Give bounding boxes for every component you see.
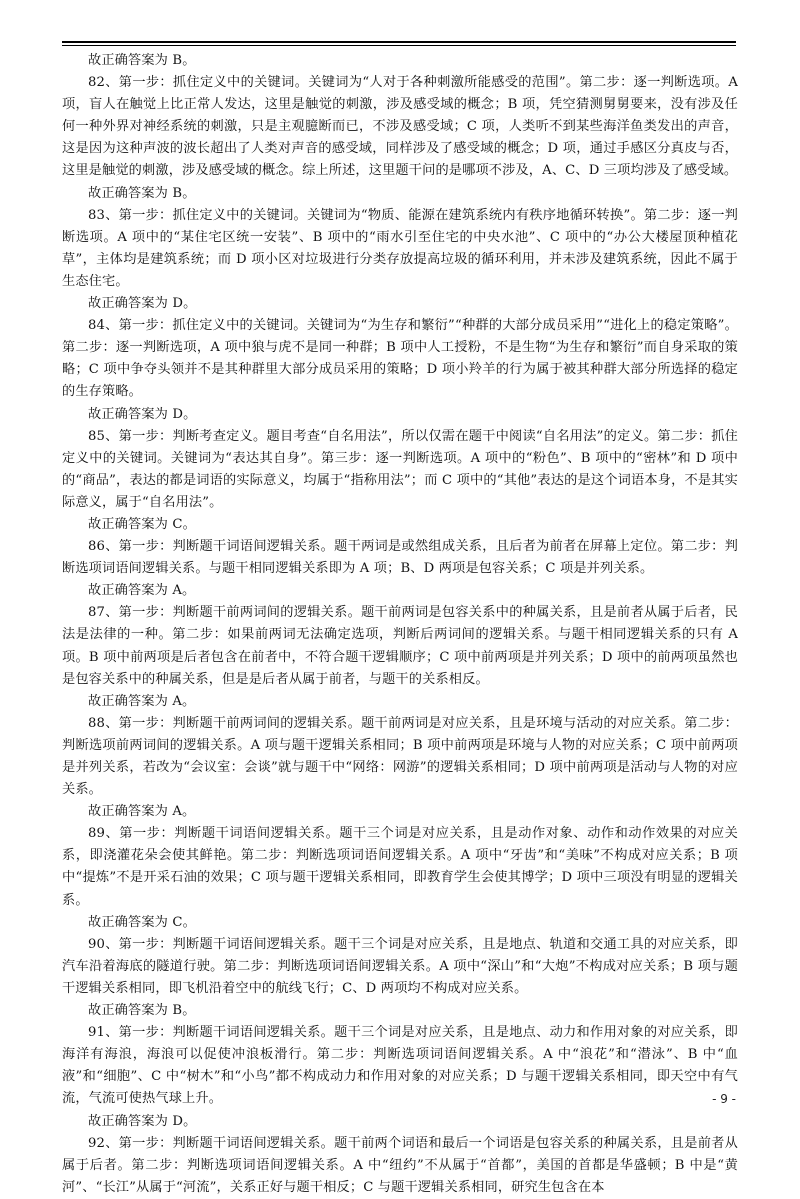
answer-line: 故正确答案为 C。 [88, 516, 196, 532]
answer-line: 故正确答案为 D。 [88, 406, 197, 422]
answer-line: 故正确答案为 A。 [88, 804, 196, 820]
explanation-85: 85、第一步：判断考查定义。题目考查“自名用法”，所以仅需在题干中阅读“自名用法”的定义。第二步：抓住定义中的关键词。关键词为“表达其自身”。第三步：逐一判断选项。A 项中的“粉色”、B 项中的“密林”和 D 项中的“商品”，表达的都是词语的实际意义，均属于“指称用法”；而 C 项中的“其他”表达的是这个词语本身，不是其实际意义，属于“自名用法”。 [62, 428, 738, 510]
explanation-90: 90、第一步：判断题干词语间逻辑关系。题干三个词是对应关系，且是地点、轨道和交通工具的对应关系，即汽车沿着海底的隧道行驶。第二步：判断选项词语间逻辑关系。A 项中“深山”和“大炮”不构成对应关系；B 项与题干逻辑关系相同，即飞机沿着空中的航线飞行；C、D 两项均不构成对应关系。 [62, 936, 738, 996]
answer-line: 故正确答案为 B。 [88, 1003, 196, 1019]
answer-line: 故正确答案为 C。 [88, 914, 196, 930]
explanation-88: 88、第一步：判断题干前两词间的逻辑关系。题干前两词是对应关系，且是环境与活动的对应关系。第二步：判断选项前两词间的逻辑关系。A 项与题干逻辑关系相同；B 项中前两项是环境与人物的对应关系；C 项中前两项是并列关系，若改为“会议室：会谈”就与题干中“网络：网游”的逻辑关系相同；D 项中前两项是活动与人物的对应关系。 [62, 715, 738, 798]
explanation-89: 89、第一步：判断题干词语间逻辑关系。题干三个词是对应关系，且是动作对象、动作和动作效果的对应关系，即浇灌花朵会使其鲜艳。第二步：判断选项词语间逻辑关系。A 项中“牙齿”和“美味”不构成对应关系；B 项中“提炼”不是开采石油的效果；C 项与题干逻辑关系相同，即教育学生会使其博学；D 项中三项没有明显的逻辑关系。 [62, 826, 738, 908]
answer-line: 故正确答案为 A。 [88, 693, 196, 709]
explanation-87: 87、第一步：判断题干前两词间的逻辑关系。题干前两词是包容关系中的种属关系，且是前者从属于后者，民法是法律的一种。第二步：如果前两词无法确定选项，判断后两词间的逻辑关系。与题干相同逻辑关系的只有 A 项。B 项中前两项是后者包含在前者中，不符合题干逻辑顺序；C 项中前两项是并列关系；D 项中的前两项虽然也是包容关系中的种属关系，但是是后者从属于前者，与题干的关系相反。 [62, 605, 738, 687]
page-number: - 9 - [712, 1092, 736, 1106]
answer-line: 故正确答案为 B。 [88, 53, 196, 68]
answer-line: 故正确答案为 A。 [88, 583, 196, 599]
header-rule-thin [62, 45, 736, 46]
explanation-92: 92、第一步：判断题干词语间逻辑关系。题干前两个词语和最后一个词语是包容关系的种属关系，且是前者从属于后者。第二步：判断选项词语间逻辑关系。A 中“纽约”不从属于“首都”，美国的首都是华盛顿；B 中是“黄河”、“长江”从属于“河流”，关系正好与题干相反；C 与题干逻辑关系相同，研究生包含在本 [62, 1135, 738, 1195]
explanation-84: 84、第一步：抓住定义中的关键词。关键词为“为生存和繁衍”“种群的大部分成员采用”“进化上的稳定策略”。第二步：逐一判断选项，A 项中狼与虎不是同一种群；B 项中人工授粉，不是生物“为生存和繁衍”而自身采取的策略；C 项中争夺头领并不是其种群里大部分成员采用的策略；D 项小羚羊的行为属于被其种群大部分所选择的稳定的生存策略。 [62, 318, 738, 400]
header-rule [62, 41, 736, 43]
explanation-91: 91、第一步：判断题干词语间逻辑关系。题干三个词是对应关系，且是地点、动力和作用对象的对应关系，即海洋有海浪，海浪可以促使冲浪板滑行。第二步：判断选项词语间逻辑关系。A 中“浪花”和“潜泳”、B 中“血液”和“细胞”、C 中“树木”和“小鸟”都不构成动力和作用对象的对应关系；D 与题干逻辑关系相同，即天空中有气流，气流可使热气球上升。 [62, 1025, 738, 1107]
answer-line: 故正确答案为 B。 [88, 185, 196, 201]
explanation-86: 86、第一步：判断题干词语间逻辑关系。题干两词是或然组成关系，且后者为前者在屏幕上定位。第二步：判断选项词语间逻辑关系。与题干相同逻辑关系即为 A 项；B、D 两项是包容关系；C 项是并列关系。 [62, 539, 738, 577]
answer-explanations [62, 50, 738, 1199]
answer-line: 故正确答案为 D。 [88, 1113, 197, 1129]
answer-line: 故正确答案为 D。 [88, 296, 197, 312]
explanation-82: 82、第一步：抓住定义中的关键词。关键词为“人对于各种刺激所能感受的范围”。第二步：逐一判断选项。A 项，盲人在触觉上比正常人发达，这里是触觉的刺激，涉及感受域的概念；B 项，凭空猜测舅舅要来，没有涉及任何一种外界对神经系统的刺激，只是主观臆断而已，不涉及感受域；C 项，人类听不到某些海洋鱼类发出的声音，这是因为这种声波的波长超出了人类对声音的感受域，同样涉及了感受域的概念；D 项，通过手感区分真皮与否，这里是触觉的刺激，涉及感受域的概念。综上所述，这里题干问的是哪项不涉及，A、C、D 三项均涉及了感受域。 [62, 75, 738, 179]
explanation-83: 83、第一步：抓住定义中的关键词。关键词为“物质、能源在建筑系统内有秩序地循环转换”。第二步：逐一判断选项。A 项中的“某住宅区统一安装”、B 项中的“雨水引至住宅的中央水池”、C 项中的“办公大楼屋顶种植花草”，主体均是建筑系统；而 D 项小区对垃圾进行分类存放提高垃圾的循环利用，并未涉及建筑系统，因此不属于生态住宅。 [62, 207, 738, 289]
